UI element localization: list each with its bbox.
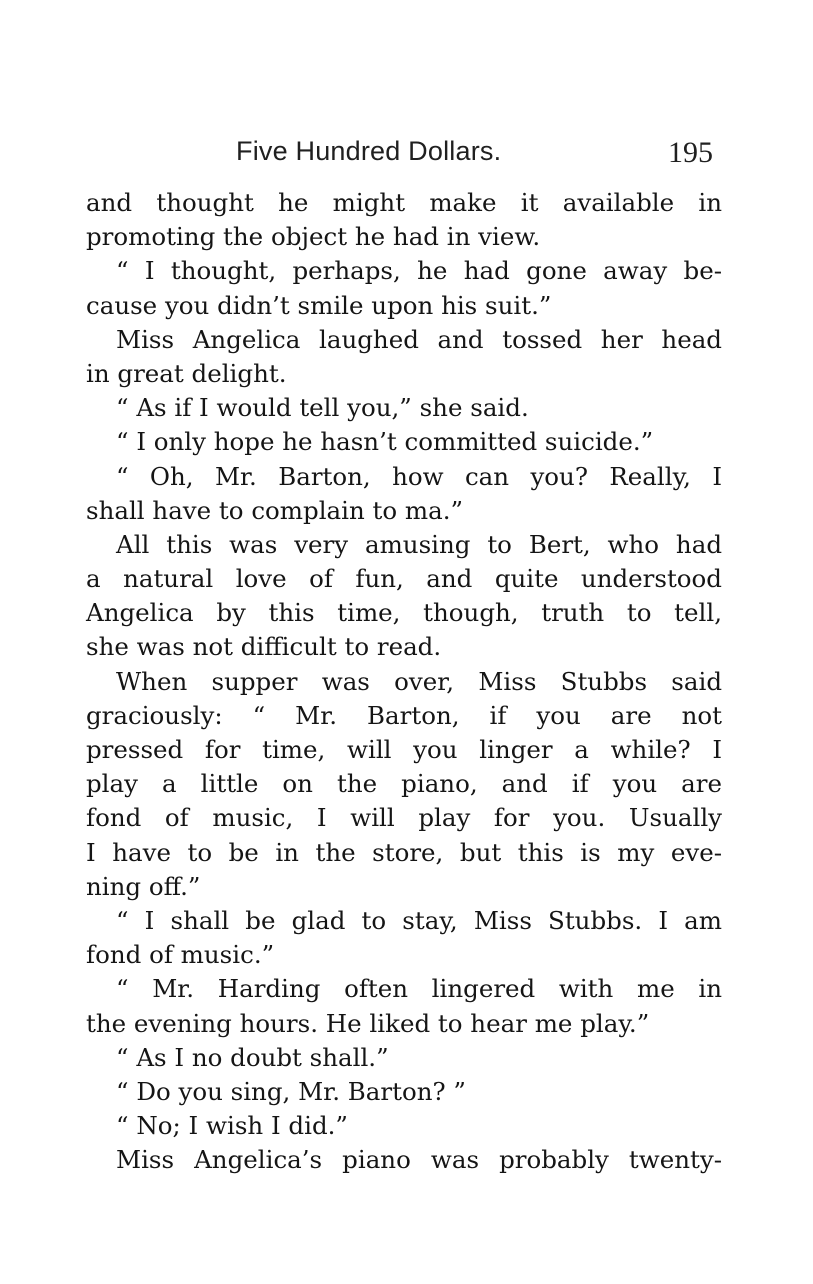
text-line: graciously: “ Mr. Barton, if you are not bbox=[86, 700, 722, 730]
text-line: the evening hours. He liked to hear me play.” bbox=[86, 1008, 650, 1038]
text-line: in great delight. bbox=[86, 358, 287, 388]
text-line: promoting the object he had in view. bbox=[86, 222, 541, 252]
running-title: Five Hundred Dollars. bbox=[236, 136, 502, 166]
text-line: pressed for time, will you linger a while? I bbox=[86, 735, 722, 764]
text-line: “ Mr. Harding often lingered with me in bbox=[116, 974, 722, 1004]
text-line: shall have to complain to ma.” bbox=[86, 495, 464, 525]
text-line: Miss Angelica laughed and tossed her head bbox=[116, 324, 722, 354]
text-line: “ I thought, perhaps, he had gone away be- bbox=[116, 256, 722, 286]
text-line: “ Oh, Mr. Barton, how can you? Really, I bbox=[116, 461, 722, 491]
text-line: she was not difficult to read. bbox=[86, 632, 442, 662]
text-line: “ Do you sing, Mr. Barton? ” bbox=[116, 1076, 466, 1106]
text-line: and thought he might make it available in bbox=[86, 188, 722, 217]
text-line: cause you didn’t smile upon his suit.” bbox=[86, 290, 552, 320]
text-line: “ I only hope he hasn’t committed suicide.” bbox=[116, 427, 654, 457]
body-text bbox=[86, 186, 722, 1177]
text-line: “ As if I would tell you,” she said. bbox=[116, 393, 529, 423]
text-line: ning off.” bbox=[86, 871, 201, 901]
text-line: a natural love of fun, and quite understood bbox=[86, 564, 722, 594]
running-head bbox=[0, 133, 813, 173]
text-line: Angelica by this time, though, truth to tell, bbox=[86, 598, 722, 628]
text-line: “ As I no doubt shall.” bbox=[116, 1042, 389, 1072]
text-line: play a little on the piano, and if you are bbox=[86, 769, 722, 799]
text-line: I have to be in the store, but this is my eve- bbox=[86, 837, 722, 867]
text-line: Miss Angelica’s piano was probably twenty- bbox=[116, 1145, 722, 1175]
text-line: “ No; I wish I did.” bbox=[116, 1111, 348, 1141]
text-line: When supper was over, Miss Stubbs said bbox=[116, 666, 722, 696]
text-line: fond of music, I will play for you. Usually bbox=[86, 803, 722, 833]
page-number: 195 bbox=[668, 136, 713, 169]
text-line: “ I shall be glad to stay, Miss Stubbs. I am bbox=[116, 905, 722, 935]
text-line: All this was very amusing to Bert, who had bbox=[116, 529, 722, 559]
text-line: fond of music.” bbox=[86, 940, 275, 970]
